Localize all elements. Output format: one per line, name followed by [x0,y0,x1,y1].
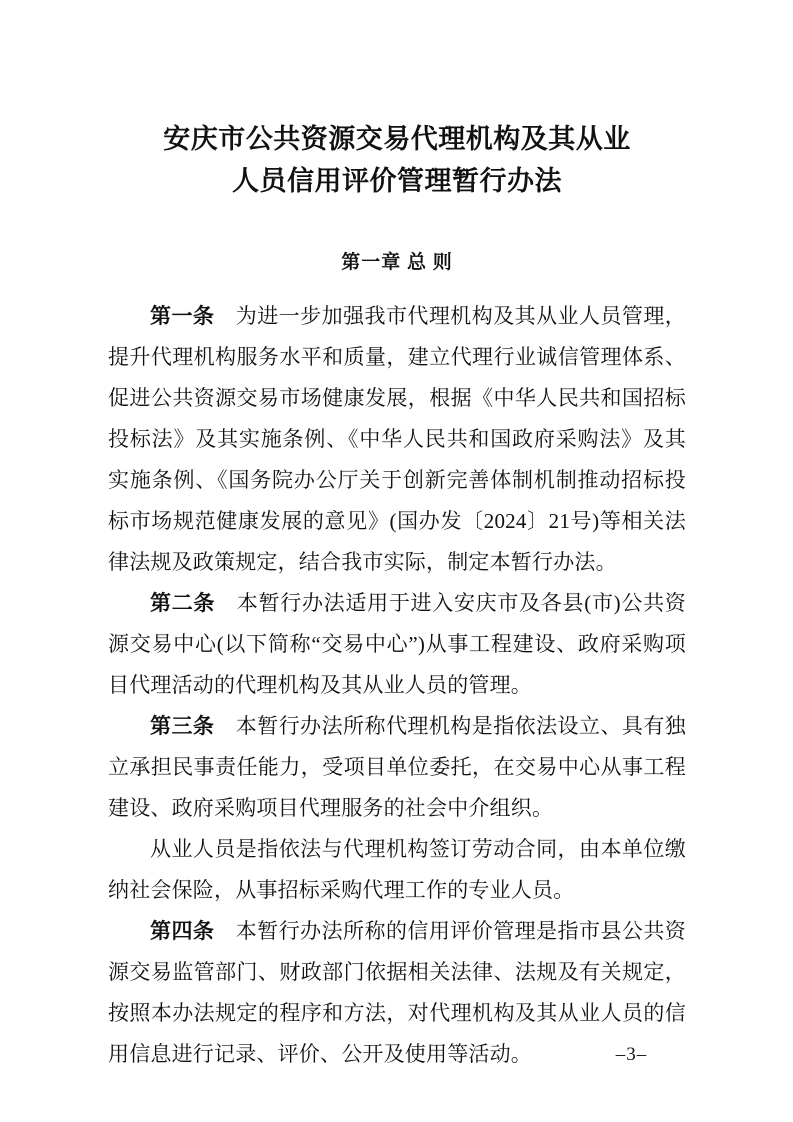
page-title-line-2: 人员信用评价管理暂行办法 [232,166,562,196]
article-paragraph-4 [108,829,686,911]
article-paragraph-1 [108,296,686,583]
article-paragraph-2 [108,583,686,706]
article-text-2: 本暂行办法适用于进入安庆市及各县(市)公共资源交易中心(以下简称“交易中心”)从事工程建设、政府采购项目代理活动的代理机构及其从业人员的管理。 [108,591,686,697]
page-title [108,118,686,202]
page-title-line-1: 安庆市公共资源交易代理机构及其从业 [163,124,631,154]
document-body [108,118,686,1075]
article-text-3: 本暂行办法所称代理机构是指依法设立、具有独立承担民事责任能力，受项目单位委托，在交易中心从事工程建设、政府采购项目代理服务的社会中介组织。 [108,714,686,820]
chapter-heading: 第一章 总 则 [341,252,453,273]
article-text-5: 本暂行办法所称的信用评价管理是指市县公共资源交易监管部门、财政部门依据相关法律、法规及有关规定，按照本办法规定的程序和方法，对代理机构及其从业人员的信用信息进行记录、评价、公开及使用等活动。 [108,919,686,1066]
page-number-value: –3– [615,1044,648,1065]
article-text-1: 为进一步加强我市代理机构及其从业人员管理，提升代理机构服务水平和质量，建立代理行业诚信管理体系、促进公共资源交易市场健康发展，根据《中华人民共和国招标投标法》及其实施条例、《中华人民共和国政府采购法》及其实施条例、《国务院办公厅关于创新完善体制机制推动招标投标市场规范健康发展的意见》(国办发〔2024〕21号)等相关法律法规及政策规定，结合我市实际，制定本暂行办法。 [108,304,686,574]
article-text-4: 从业人员是指依法与代理机构签订劳动合同，由本单位缴纳社会保险，从事招标采购代理工作的专业人员。 [108,837,686,902]
article-label-3: 第三条 [150,714,215,738]
article-label-2: 第二条 [150,591,216,615]
article-paragraph-3 [108,706,686,829]
article-label-1: 第一条 [150,304,215,328]
page-number [0,1044,793,1066]
article-label-5: 第四条 [150,919,215,943]
